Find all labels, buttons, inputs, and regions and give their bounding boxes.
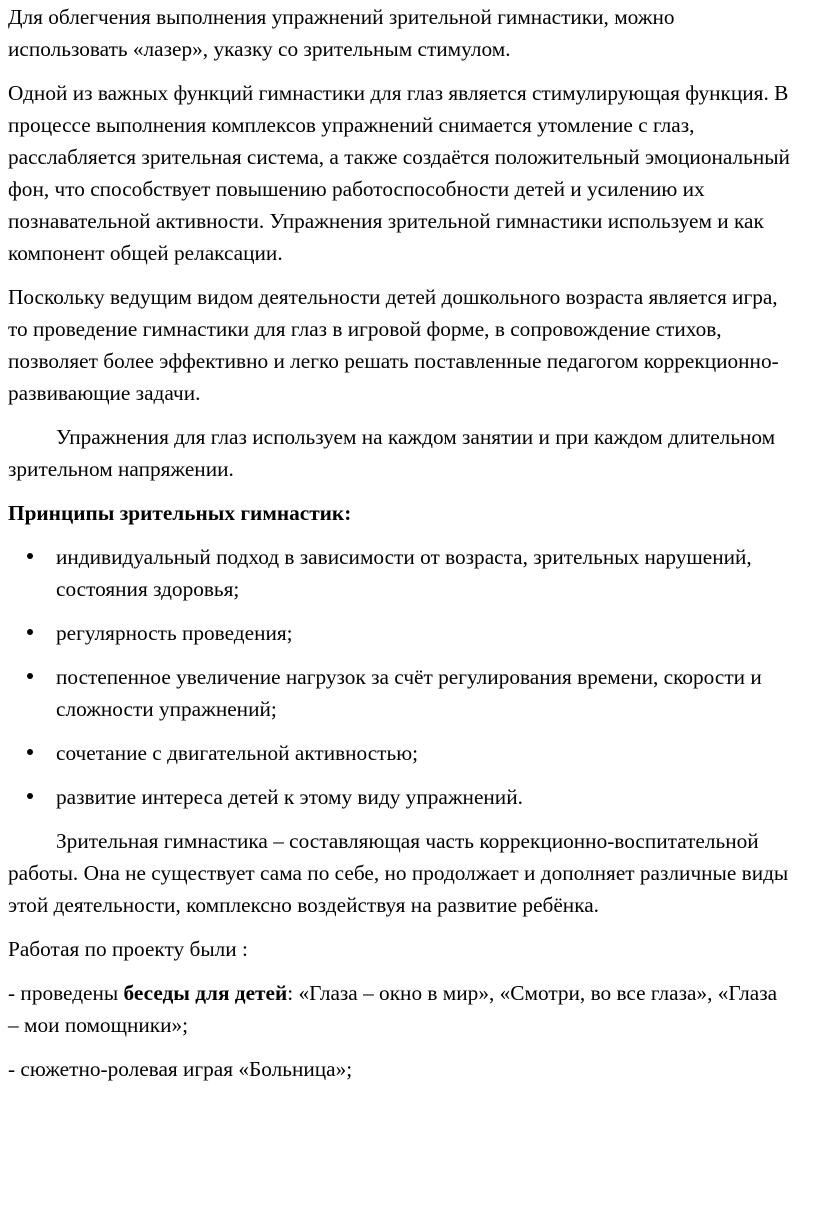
paragraph-every-lesson: Упражнения для глаз используем на каждом занятии и при каждом длительном зрительном напряжении.: [8, 425, 776, 481]
list-item-text: сочетание с двигательной активностью;: [56, 741, 419, 765]
paragraph-game-form: Поскольку ведущим видом деятельности детей дошкольного возраста является игра, то проведение гимнастики для глаз в игровой форме, в сопровождение стихов, позволяет более эффективно и легко решать поставленные педагогом коррекционно-развивающие задачи.: [8, 285, 779, 405]
bullet-icon: [27, 749, 33, 755]
list-item: [8, 781, 792, 813]
paragraph-laser: Для облегчения выполнения упражнений зрительной гимнастики, можно использовать «лазер», указку со зрительным стимулом.: [8, 5, 675, 61]
conversations-suffix: : «Глаза – окно в мир», «Смотри, во все глаза», «Глаза – мои помощники»;: [8, 981, 778, 1037]
list-item-text: развитие интереса детей к этому виду упражнений.: [56, 785, 523, 809]
list-item-text: регулярность проведения;: [56, 621, 293, 645]
list-item: [8, 737, 792, 769]
list-item: [8, 617, 792, 649]
list-item: [8, 661, 792, 725]
list-item-text: индивидуальный подход в зависимости от возраста, зрительных нарушений, состояния здоровья;: [56, 545, 752, 601]
list-item-text: постепенное увеличение нагрузок за счёт регулирования времени, скорости и сложности упражнений;: [56, 665, 762, 721]
bullet-icon: [27, 673, 33, 679]
paragraph-role-play: - сюжетно-ролевая играя «Больница»;: [8, 1057, 353, 1081]
paragraph-project-work: Работая по проекту были :: [8, 937, 248, 961]
bullet-icon: [27, 793, 33, 799]
document-page: [0, 1, 816, 1225]
paragraph-conversations: [8, 977, 792, 1041]
bullet-icon: [27, 553, 33, 559]
conversations-prefix: - проведены: [8, 981, 124, 1005]
paragraph-visual-gymnastics: Зрительная гимнастика – составляющая часть коррекционно-воспитательной работы. Она не существует сама по себе, но продолжает и дополняет различные виды этой деятельности, комплексно воздействуя на развитие ребёнка.: [8, 829, 789, 917]
principles-heading: Принципы зрительных гимнастик:: [8, 501, 352, 525]
conversations-bold: беседы для детей: [123, 981, 288, 1005]
principles-list: [8, 541, 792, 813]
list-item: [8, 541, 792, 605]
paragraph-stimulating-function: Одной из важных функций гимнастики для глаз является стимулирующая функция. В процессе выполнения комплексов упражнений снимается утомление с глаз, расслабляется зрительная система, а также создаётся положительный эмоциональный фон, что способствует повышению работоспособности детей и усилению их познавательной активности. Упражнения зрительной гимнастики используем и как компонент общей релаксации.: [8, 81, 790, 265]
bullet-icon: [27, 629, 33, 635]
